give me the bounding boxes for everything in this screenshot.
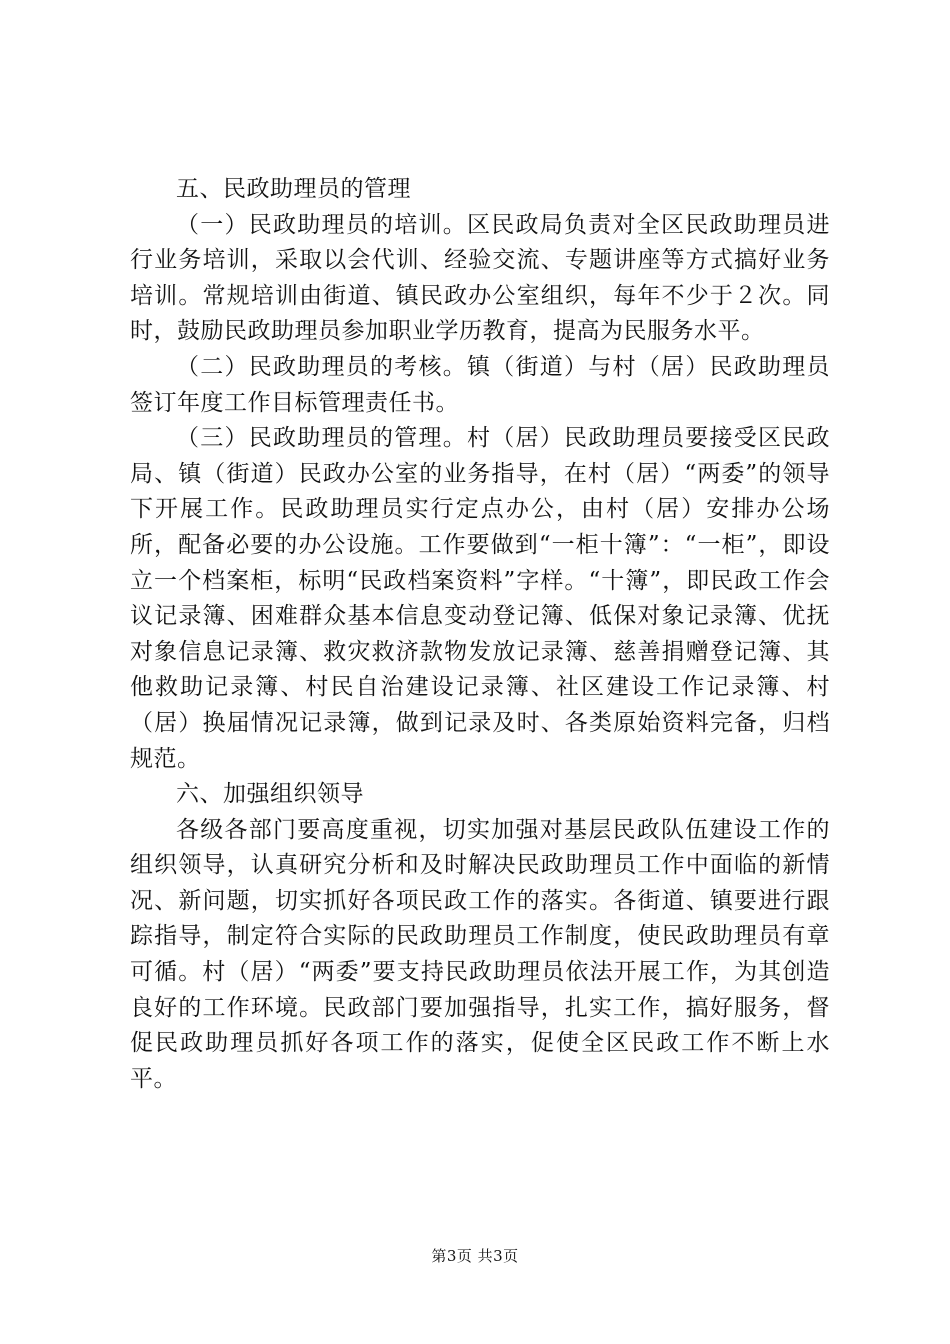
page-footer: 第3页 共3页 (431, 1247, 519, 1265)
section-heading-five: 五、民政助理员的管理 (176, 176, 411, 202)
paragraph-assessment: （二）民政助理员的考核。镇（街道）与村（居）民政助理员签订年度工作目标管理责任书。 (130, 353, 830, 416)
document-body (130, 172, 830, 1097)
paragraph-leadership: 各级各部门要高度重视，切实加强对基层民政队伍建设工作的组织领导，认真研究分析和及时解决民政助理员工作中面临的新情况、新问题，切实抓好各项民政工作的落实。各街道、镇要进行跟踪指导，制定符合实际的民政助理员工作制度，使民政助理员有章可循。村（居）“两委”要支持民政助理员依法开展工作，为其创造良好的工作环境。民政部门要加强指导，扎实工作，搞好服务，督促民政助理员抓好各项工作的落实，促使全区民政工作不断上水平。 (130, 816, 830, 1092)
paragraph-management: （三）民政助理员的管理。村（居）民政助理员要接受区民政局、镇（街道）民政办公室的业务指导，在村（居）“两委”的领导下开展工作。民政助理员实行定点办公，由村（居）安排办公场所，配备必要的办公设施。工作要做到“一柜十簿”：“一柜”，即设立一个档案柜，标明“民政档案资料”字样。“十簿”，即民政工作会议记录簿、困难群众基本信息变动登记簿、低保对象记录簿、优抚对象信息记录簿、救灾救济款物发放记录簿、慈善捐赠登记簿、其他救助记录簿、村民自治建设记录簿、社区建设工作记录簿、村（居）换届情况记录簿，做到记录及时、各类原始资料完备，归档规范。 (130, 425, 830, 772)
paragraph-training: （一）民政助理员的培训。区民政局负责对全区民政助理员进行业务培训，采取以会代训、经验交流、专题讲座等方式搞好业务培训。常规培训由街道、镇民政办公室组织，每年不少于２次。同时，鼓励民政助理员参加职业学历教育，提高为民服务水平。 (130, 211, 830, 345)
section-heading-six: 六、加强组织领导 (176, 781, 364, 808)
